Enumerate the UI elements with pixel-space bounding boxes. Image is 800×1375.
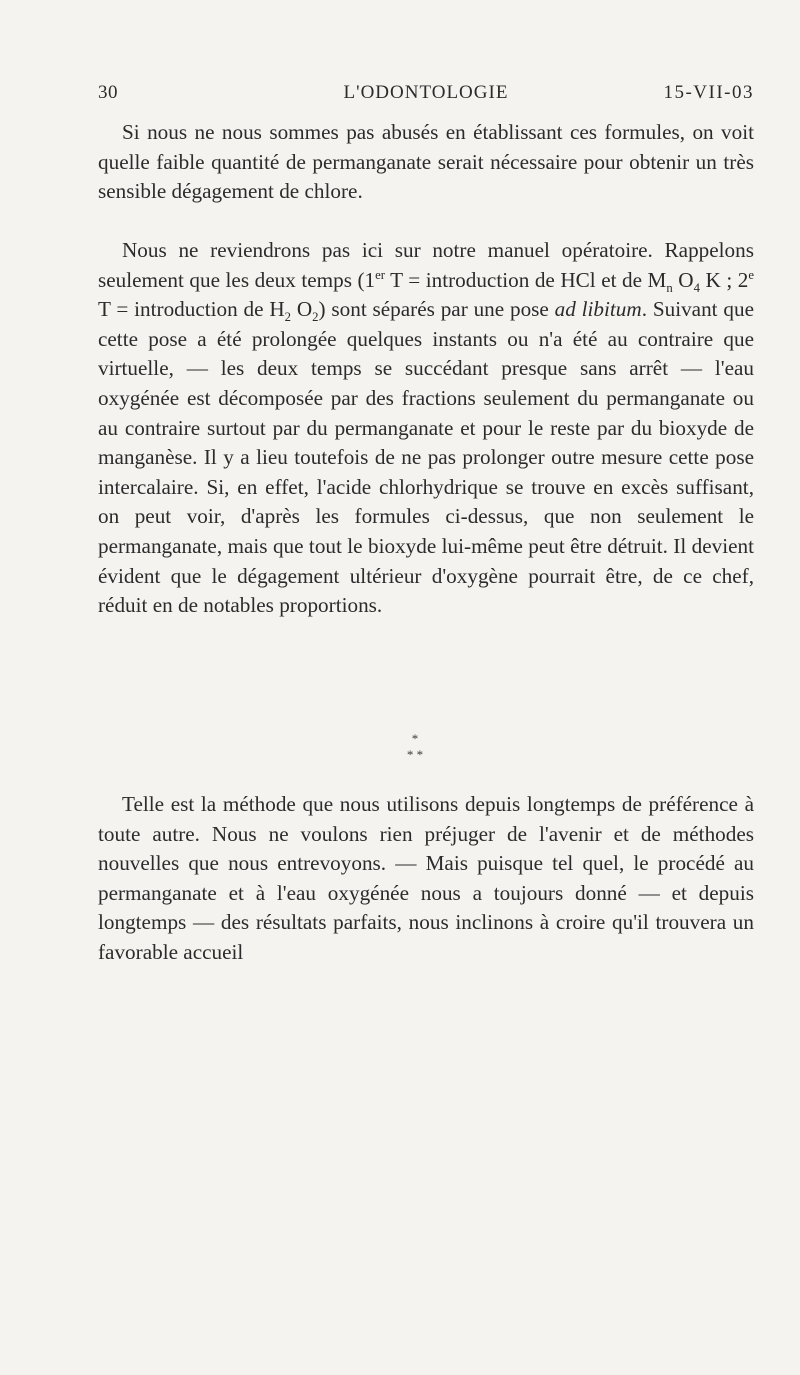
p2-sub-n: n	[666, 280, 673, 295]
running-header	[98, 82, 754, 114]
paragraph-1-text: Si nous ne nous sommes pas abusés en établissant ces formules, on voit quelle faible quantité de permanganate serait nécessaire pour obtenir un très sensible dégagement de chlore.	[98, 120, 754, 204]
p2-sup-er: er	[375, 267, 386, 282]
paragraph-3-text: Telle est la méthode que nous utilisons depuis longtemps de préférence à toute autre. Nous ne voulons rien préjuger de l'avenir et de méthodes nouvelles que nous entrevoyons. — Mais puisque tel quel, le procédé au permanganate et à l'eau oxygénée nous a toujours donné — et depuis longtemps — des résultats parfaits, nous inclinons à croire qu'il trouvera un favorable accueil	[98, 792, 754, 964]
p2-text-d: K ; 2	[699, 267, 749, 292]
asterism-top: *	[411, 731, 419, 746]
p2-text-b: T = introduction de HCl et de M	[385, 267, 667, 292]
p2-sub-4: 4	[693, 280, 700, 295]
p2-text-a: Nous ne reviendrons pas ici sur notre manuel opératoire. Rappelons seulement que les deux temps (1	[98, 238, 754, 292]
p2-sub-h2: 2	[284, 310, 292, 325]
paragraph-1	[98, 118, 754, 207]
section-asterism	[0, 732, 800, 762]
journal-title: L'ODONTOLOGIE	[343, 82, 509, 103]
p2-text-f: O	[291, 297, 313, 322]
p2-sub-o2: 2	[312, 310, 319, 325]
p2-sup-e: e	[748, 267, 754, 282]
paragraph-2-text	[98, 236, 754, 621]
p2-text-e: T = introduction de H	[98, 297, 285, 322]
p2-italic-ad-libitum: ad libitum	[554, 297, 642, 322]
paragraph-3	[98, 790, 754, 968]
asterism-bottom: * *	[406, 747, 424, 762]
p2-text-c: O	[672, 267, 694, 292]
p2-text-g: ) sont séparés par une pose	[318, 297, 555, 322]
issue-date: 15-VII-03	[663, 82, 754, 103]
p2-text-h: . Suivant que cette pose a été prolongée quelques instants ou n'a été au contraire que virtuelle, — les deux temps se succédant presque sans arrêt — l'eau oxygénée est décomposée par des fractions seulement du permanganate ou au contraire surtout par du permanganate et pour le reste par du bioxyde de manganèse. Il y a lieu toutefois de ne pas prolonger outre mesure cette pose intercalaire. Si, en effet, l'acide chlorhydrique se trouve en excès suffisant, on peut voir, d'après les formules ci-dessus, que non seulement le permanganate, mais que tout le bioxyde lui-même peut être détruit. Il devient évident que le dégagement ultérieur d'oxygène pourrait être, de ce chef, réduit en de notables proportions.	[98, 297, 754, 618]
page-number: 30	[98, 82, 118, 103]
paragraph-2	[98, 236, 754, 621]
